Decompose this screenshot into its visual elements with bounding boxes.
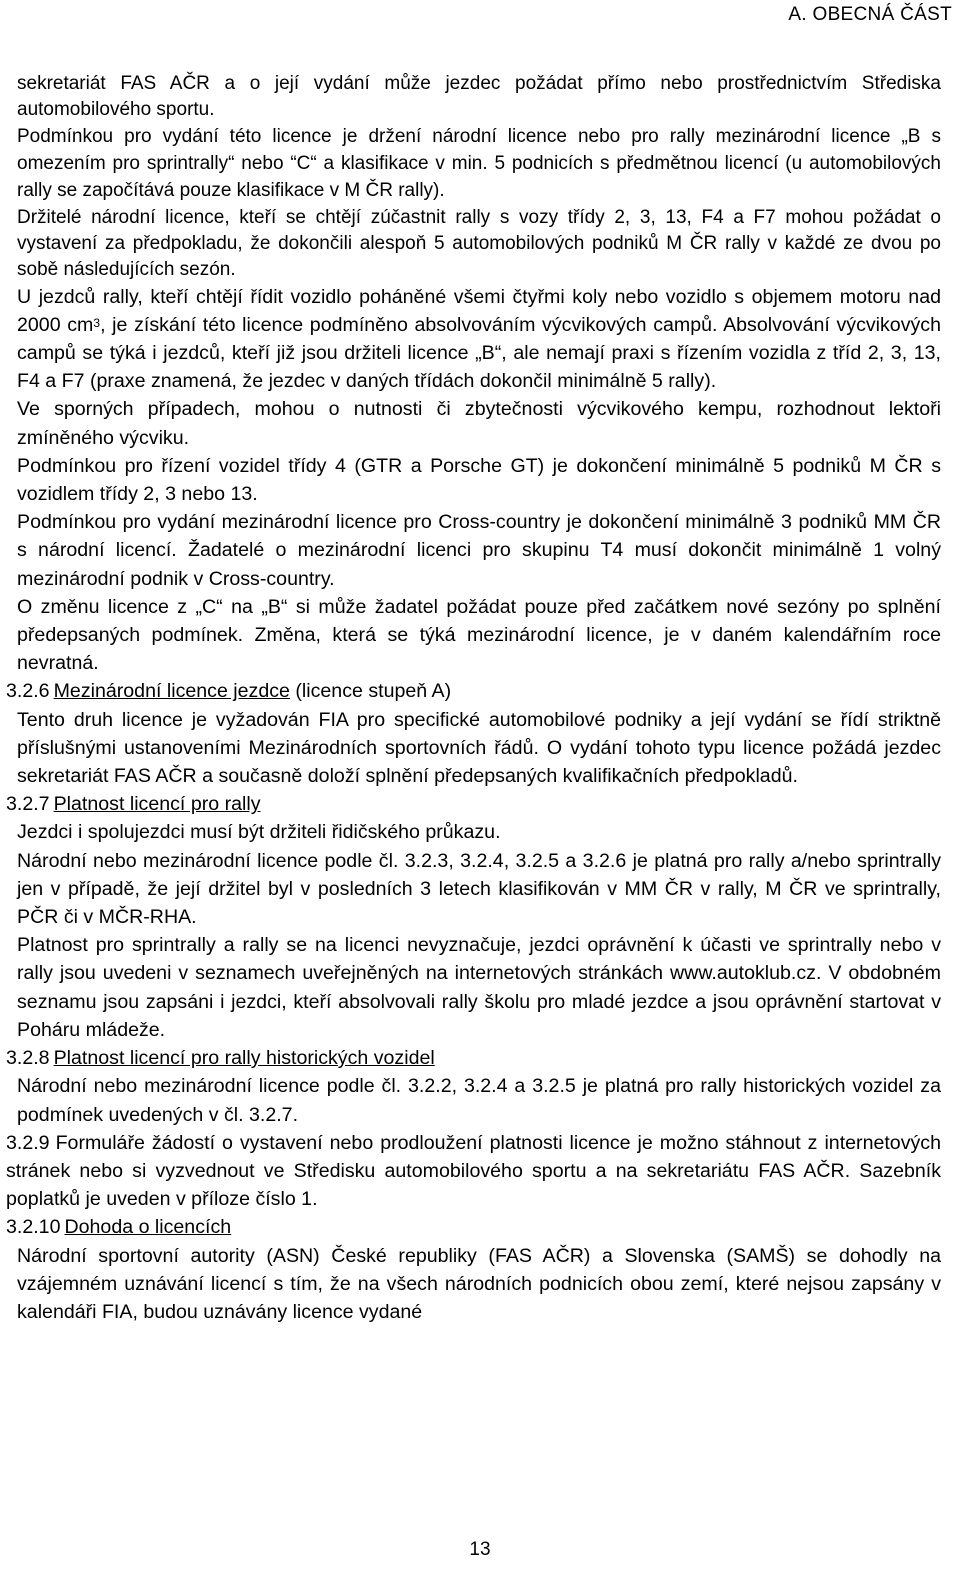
section-title: Platnost licencí pro rally [53,793,261,816]
paragraph-text: , je získání této licence podmíněno absolvováním výcvikových campů. Absolvování výcvikových campů se týká i jezdců, kteří již jsou držiteli licence „B“, ale nemají praxi s řízením vozidla z tříd 2, 3, 13, F4 a F7 (praxe znamená, že jezdec v daných třídách dokončil minimálně 5 rally). [17,313,941,393]
paragraph-text: U jezdců rally, kteří chtějí řídit vozidlo poháněné všemi čtyřmi koly nebo vozidlo s objemem motoru nad 2000 cm [17,285,941,336]
superscript: 3 [93,315,101,330]
paragraph: Národní sportovní autority (ASN) České republiky (FAS AČR) a Slovenska (SAMŠ) se dohodly na vzájemném uznávání licencí s tím, že na všech národních podnicích obou zemí, které nejsou zapsány v kalendáři FIA, budou uznávány licence vydané [17,1244,941,1323]
paragraph: Podmínkou pro vydání této licence je držení národní licence nebo pro rally mezinárodní licence „B s omezením pro sprintrally“ nebo “C“ a klasifikace v min. 5 podnicích s předmětnou licencí (u automobilových rally se započítává pouze klasifikace v M ČR rally). [17,126,941,202]
paragraph: Národní nebo mezinárodní licence podle čl. 3.2.2, 3.2.4 a 3.2.5 je platná pro rally historických vozidel za podmínek uvedených v čl. 3.2.7. [17,1075,941,1126]
paragraph: Podmínkou pro vydání mezinárodní licence pro Cross-country je dokončení minimálně 3 podniků MM ČR s národní licencí. Žadatelé o mezinárodní licenci pro skupinu T4 musí dokončit minimálně 1 volný mezinárodní podnik v Cross-country. [17,511,941,590]
section-title: Platnost licencí pro rally historických vozidel [53,1047,435,1070]
paragraph: Tento druh licence je vyžadován FIA pro specifické automobilové podniky a její vydání se řídí striktně příslušnými ustanoveními Mezinárodních sportovních řádů. O vydání tohoto typu licence požádá jezdec sekretariát FAS AČR a současně doloží splnění předepsaných kvalifikačních předpokladů. [17,708,941,788]
section-heading [6,790,941,818]
section-title-suffix: (licence stupeň A) [289,680,452,703]
paragraph: Jezdci i spolujezdci musí být držiteli řidičského průkazu. [17,821,501,844]
section-number: 3.2.9 [6,1131,50,1154]
section-number: 3.2.7 [6,793,50,816]
section-text: Formuláře žádostí o vystavení nebo prodloužení platnosti licence je možno stáhnout z internetových stránek nebo si vyzvednout ve Středisku automobilového sportu a na sekretariátu FAS AČR. Sazebník poplatků je uveden v příloze číslo 1. [6,1131,941,1211]
section-heading [6,1044,941,1072]
document-body [6,71,941,1326]
section-heading [6,1213,941,1241]
section-paragraph [6,1129,941,1214]
running-header: A. OBECNÁ ČÁST [788,4,952,25]
paragraph [17,283,941,396]
section-number: 3.2.6 [6,680,50,703]
paragraph: Ve sporných případech, mohou o nutnosti či zbytečnosti výcvikového kempu, rozhodnout lektoři zmíněného výcviku. [17,398,941,449]
paragraph: O změnu licence z „C“ na „B“ si může žadatel požádat pouze před začátkem nové sezóny po splnění předepsaných podmínek. Změna, která se týká mezinárodní licence, je v daném kalendářním roce nevratná. [17,595,941,675]
paragraph: Držitelé národní licence, kteří se chtějí zúčastnit rally s vozy třídy 2, 3, 13, F4 a F7 mohou požádat o vystavení za předpokladu, že dokončili alespoň 5 automobilových podniků M ČR rally v každé ze dvou po sobě následujících sezón. [17,206,941,280]
paragraph: Platnost pro sprintrally a rally se na licenci nevyznačuje, jezdci oprávnění k účasti ve sprintrally nebo v rally jsou uvedeni v seznamech uveřejněných na internetových stránkách www.autoklub.cz. V obdobném seznamu jsou zapsáni i jezdci, kteří absolvovali rally školu pro mladé jezdce a jsou oprávnění startovat v Poháru mládeže. [17,934,941,1041]
paragraph: Národní nebo mezinárodní licence podle čl. 3.2.3, 3.2.4, 3.2.5 a 3.2.6 je platná pro rally a/nebo sprintrally jen v případě, že její držitel byl v posledních 3 letech klasifikován v MM ČR v rally, M ČR ve sprintrally, PČR či v MČR-RHA. [17,849,941,929]
section-number: 3.2.10 [6,1216,61,1239]
page-number: 13 [469,1539,491,1560]
section-heading [6,677,941,705]
section-title: Mezinárodní licence jezdce [53,680,290,703]
paragraph: Podmínkou pro řízení vozidel třídy 4 (GTR a Porsche GT) je dokončení minimálně 5 podniků M ČR s vozidlem třídy 2, 3 nebo 13. [17,454,941,506]
paragraph: sekretariát FAS AČR a o její vydání může jezdec požádat přímo nebo prostřednictvím Střediska automobilového sportu. [17,73,941,120]
section-title: Dohoda o licencích [64,1216,232,1239]
section-number: 3.2.8 [6,1047,50,1070]
